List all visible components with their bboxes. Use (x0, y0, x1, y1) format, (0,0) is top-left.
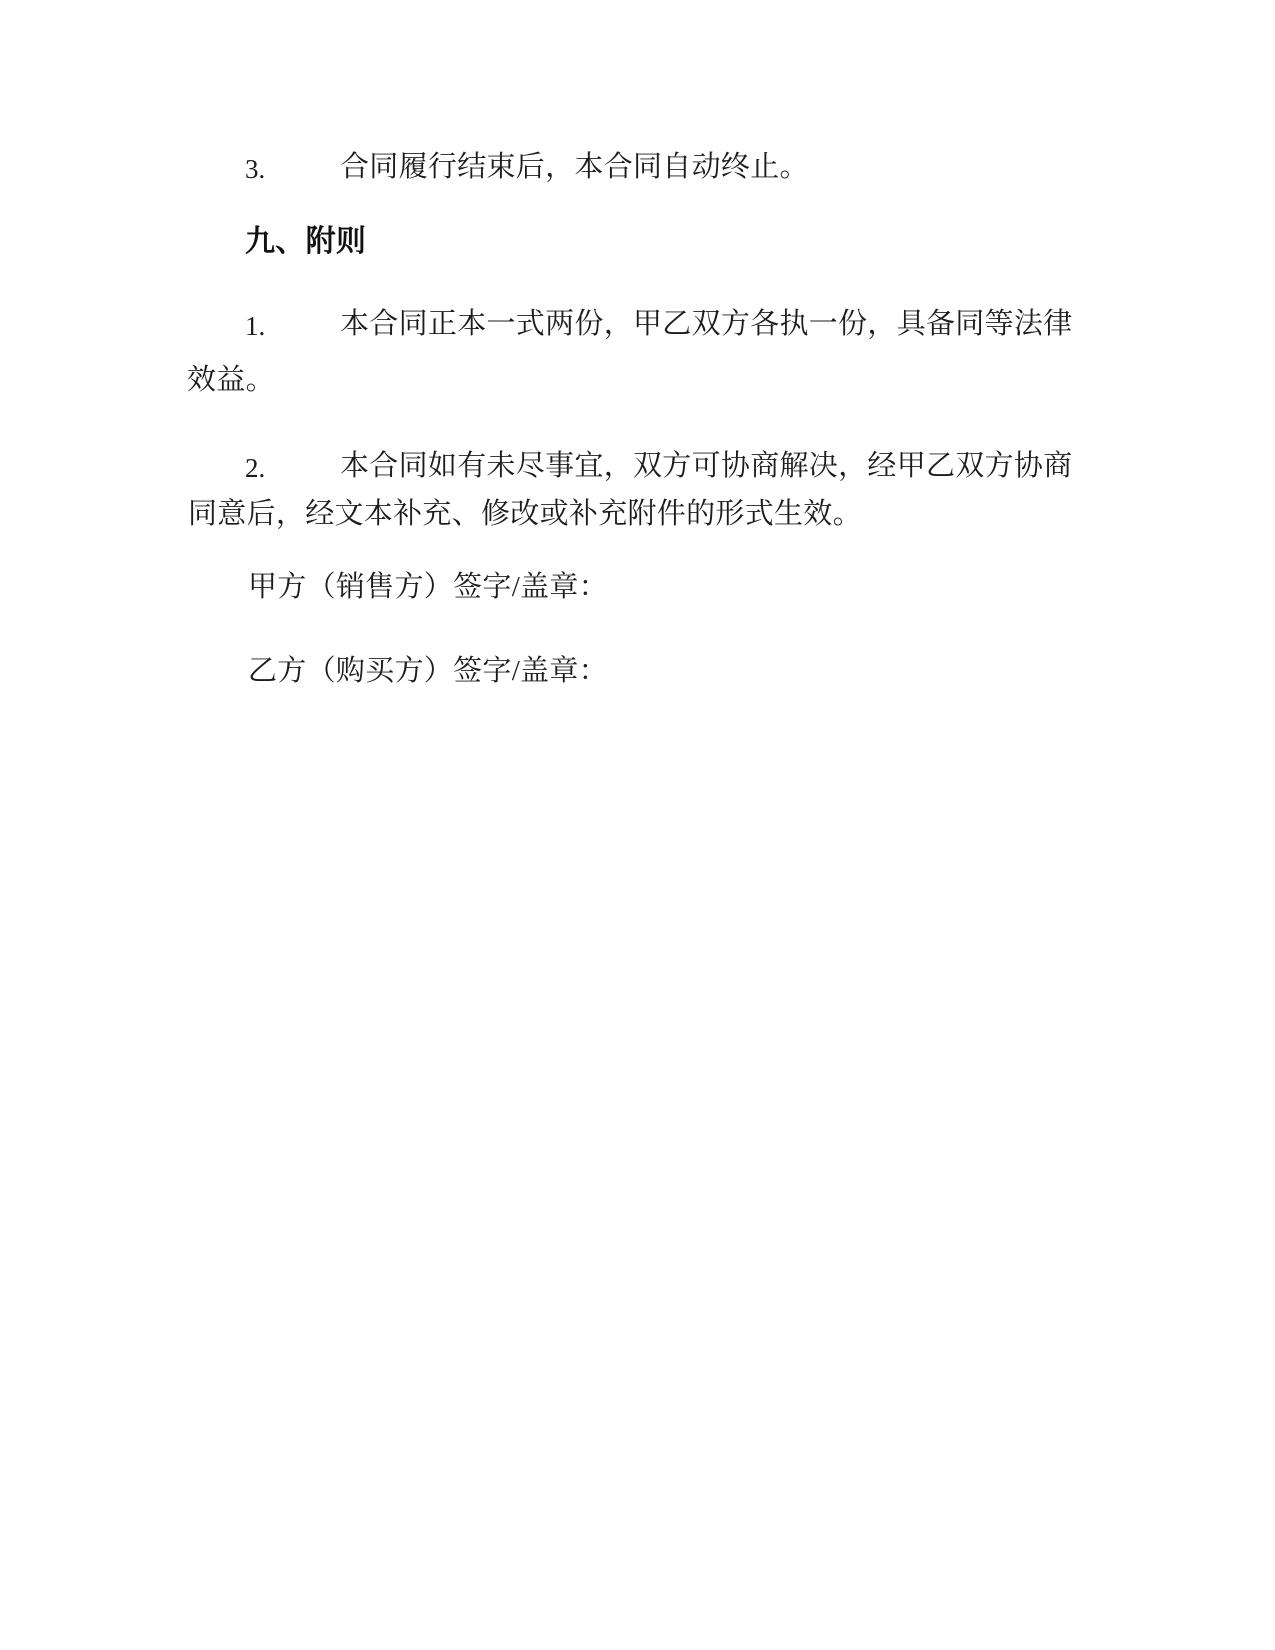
clause-2-number: 2. (245, 453, 266, 483)
party-a-signature-line: 甲方（销售方）签字/盖章： (248, 571, 608, 603)
clause-2-text-line-2: 同意后，经文本补充、修改或补充附件的形式生效。 (188, 498, 862, 530)
clause-3-text: 合同履行结束后，本合同自动终止。 (340, 151, 809, 183)
clause-1-text-line-2: 效益。 (187, 364, 275, 396)
clause-3-number: 3. (245, 154, 266, 184)
party-b-signature-line: 乙方（购买方）签字/盖章： (248, 655, 608, 687)
clause-2-text-line-1: 本合同如有未尽事宜，双方可协商解决，经甲乙双方协商 (340, 450, 1073, 482)
clause-1-text-line-1: 本合同正本一式两份，甲乙双方各执一份，具备同等法律 (340, 308, 1073, 340)
section-heading: 九、附则 (245, 225, 367, 258)
clause-1-number: 1. (245, 311, 266, 341)
